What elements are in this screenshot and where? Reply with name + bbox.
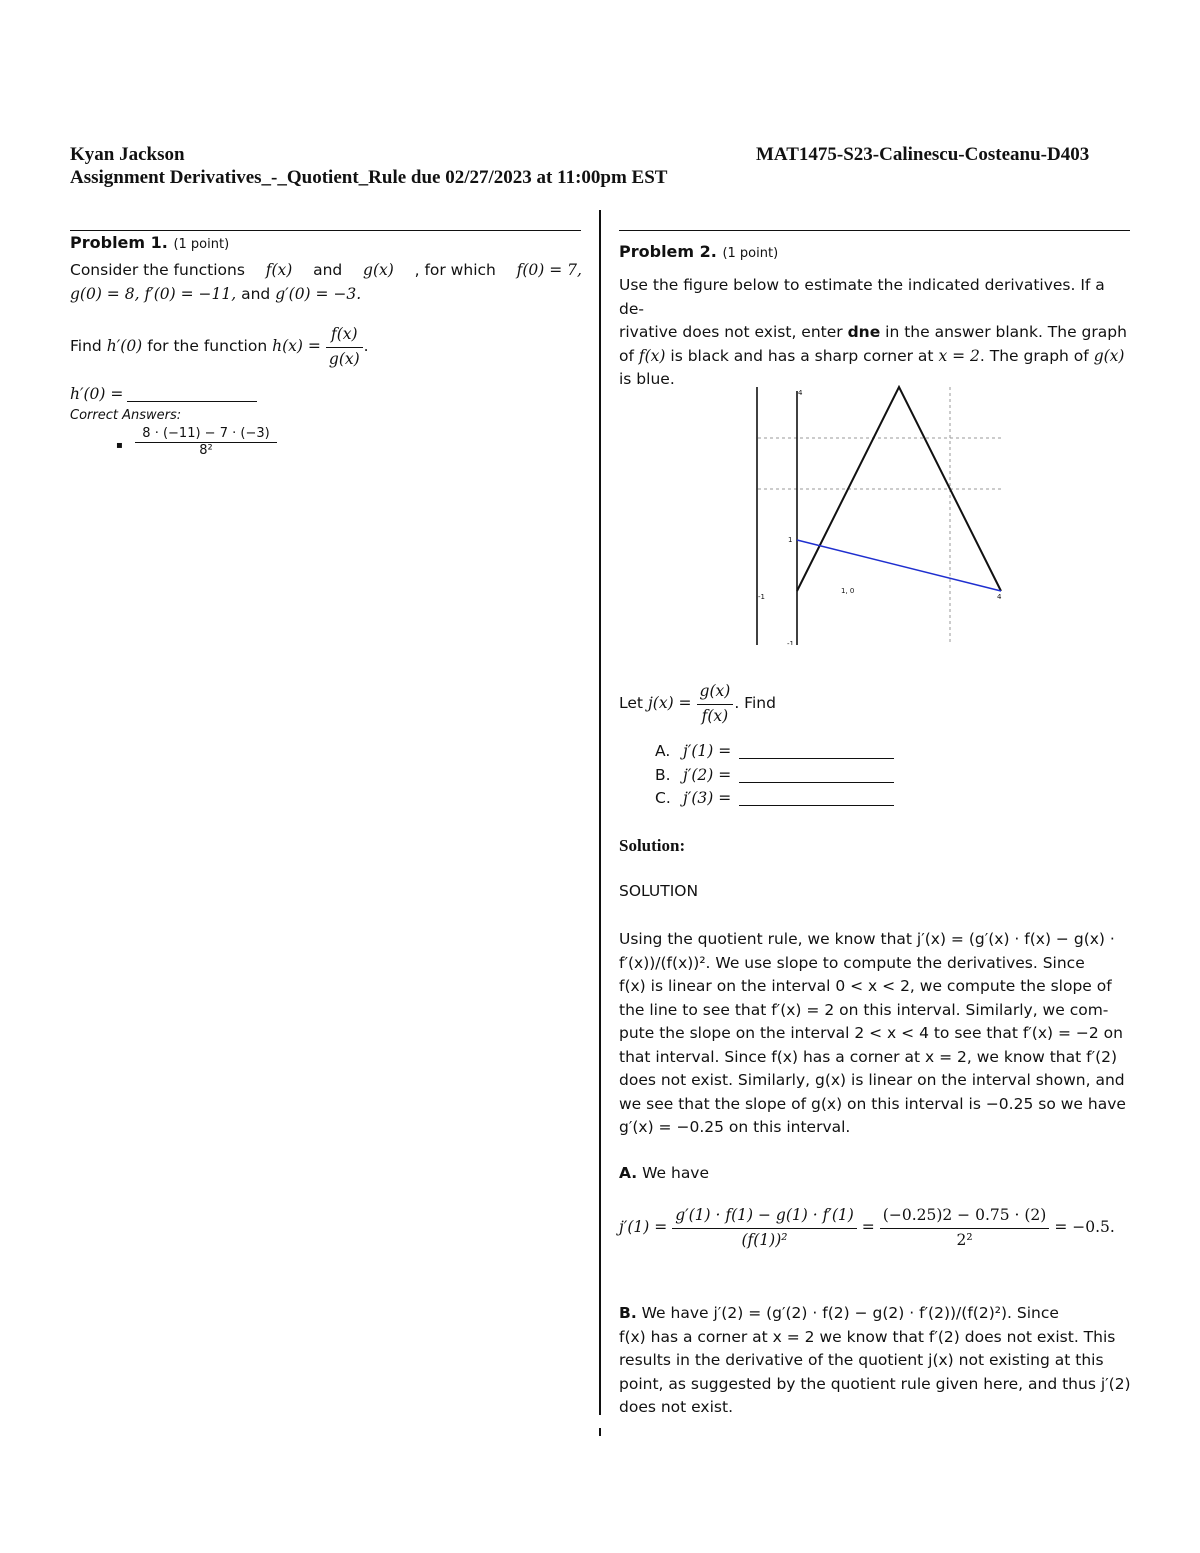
part-b-line: does not exist. [619,1398,733,1416]
part-b-line-text: We have j′(2) = (g′(2) · f(2) − g(2) · f′(2))/(f(2)²). Since [641,1304,1059,1322]
tick-label-y-mid: 1 [788,536,793,544]
sol-line: does not exist. Similarly, g(x) is linear on the interval shown, and [619,1071,1125,1089]
part-b-expr: j′(2) = [683,765,732,784]
p2-j-num: g(x) [697,680,734,705]
problem2-top-rule [619,230,1130,231]
correct-answers-label: Correct Answers: [70,408,182,423]
p1-fp0: f′(0) = −11, [144,285,237,303]
p1-gp0: g′(0) = −3. [275,285,362,303]
p1-h-fraction [326,323,363,371]
correct-answer-den: 8² [199,443,213,458]
problem2-points: (1 point) [722,246,779,261]
p2-intro-3c: . The graph of [979,346,1089,365]
p2-intro-line3 [619,345,1131,369]
graph-axes [757,387,797,645]
problem1-statement-line2 [70,283,361,307]
eq-frac1-num: g′(1) · f(1) − g(1) · f′(1) [672,1204,857,1229]
p2-intro-3a: of [619,346,634,365]
part-a-sol-label: A. [619,1164,638,1182]
problem1-top-rule [70,230,581,231]
part-b-sol-label: B. [619,1304,637,1322]
sol-line: Using the quotient rule, we know that j′(x) = (g′(x) · f(x) − g(x) · [619,930,1115,948]
part-a-expr: j′(1) = [683,742,732,760]
p2-intro-line4: is blue. [619,370,675,388]
p1-h-den: g(x) [328,349,360,368]
p2-let: Let [619,694,643,713]
p2-intro-dne: dne [847,323,881,341]
p1-period: . [363,337,369,356]
p2-intro-2a: rivative does not exist, enter [619,323,843,341]
solution-body [619,928,1134,1140]
p2-intro-x2: x = 2 [938,346,980,365]
column-divider [599,210,601,1415]
p1-and: and [313,261,343,279]
p1-consider: Consider the functions [70,261,245,279]
sol-line: f(x) is linear on the interval 0 < x < 2, we compute the slope of [619,977,1112,995]
point-label: 1, 0 [841,587,855,595]
problem1-title [70,233,229,252]
page-tick [599,1428,601,1436]
part-c-blank[interactable] [739,791,894,806]
tick-label-y-top: 4 [798,389,803,397]
part-c-expr: j′(3) = [683,789,732,807]
p1-f0: f(0) = 7, [516,261,582,279]
part-a-sol-text: We have [642,1164,710,1182]
p1-and2: and [241,285,271,303]
student-name: Kyan Jackson [70,144,185,165]
part-c-letter: C. [655,789,671,807]
solution-label: Solution: [619,836,686,855]
part-b-solution [619,1302,1134,1420]
part-c-row [655,787,894,811]
p2-j-def: j(x) = [647,694,692,713]
problem2-parts [655,740,894,811]
part-b-line: f(x) has a corner at x = 2 we know that f′(2) does not exist. This [619,1327,1116,1346]
tick-label-y-bottom: -1 [787,640,794,645]
p1-g0: g(0) = 8, [70,285,140,303]
problem1-answer-row [70,383,257,407]
p2-intro-f: f(x) [638,346,666,365]
eq-frac2-den: 2² [956,1230,973,1249]
problem1-statement-line1 [70,259,582,283]
p2-j-den: f(x) [701,706,729,725]
p1-answer-blank[interactable] [127,387,257,402]
p1-for-function: for the function [147,337,268,356]
sol-line: the line to see that f′(x) = 2 on this interval. Similarly, we com- [619,1000,1109,1019]
part-b-blank[interactable] [739,768,894,783]
sol-line: pute the slope on the interval 2 < x < 4 to see that f′(x) = −2 on [619,1024,1123,1042]
sol-line: we see that the slope of g(x) on this interval is −0.25 so we have [619,1094,1126,1113]
correct-answer-num: 8 · (−11) − 7 · (−3) [135,426,277,443]
part-b-letter: B. [655,765,671,784]
solution-heading: SOLUTION [619,882,699,900]
part-a-letter: A. [655,742,671,760]
p2-intro-g: g(x) [1093,346,1125,365]
problem2-title [619,242,778,261]
tick-label-x-left: -1 [758,593,765,601]
part-a-solution-intro [619,1162,709,1186]
problem2-let-line [619,680,776,728]
p1-for-which: , for which [414,261,496,279]
problem1-points: (1 point) [173,237,230,252]
part-b-line [619,1302,1134,1326]
p1-g-func: g(x) [363,261,394,279]
part-a-blank[interactable] [739,744,894,759]
problem1-find-line [70,323,369,371]
sol-line: f′(x))/(f(x))². We use slope to compute the derivatives. Since [619,953,1085,972]
p2-intro-line1: Use the figure below to estimate the indicated derivatives. If a de- [619,276,1105,318]
problem2-intro [619,274,1131,392]
assignment-title: Assignment Derivatives_-_Quotient_Rule due 02/27/2023 at 11:00pm EST [70,167,668,188]
eq-frac2-num: (−0.25)2 − 0.75 · (2) [880,1204,1050,1229]
p1-h-def: h(x) = [272,337,321,356]
part-b-line: results in the derivative of the quotient j(x) not existing at this [619,1351,1104,1369]
eq-equals: = [861,1218,875,1237]
eq-frac2 [880,1204,1050,1252]
part-b-row [655,764,894,788]
p2-j-fraction [697,680,734,728]
eq-frac1 [672,1204,857,1252]
p1-hp0: h′(0) [106,337,143,356]
part-b-line: point, as suggested by the quotient rule given here, and thus j′(2) [619,1374,1131,1393]
eq-result: = −0.5. [1054,1218,1115,1237]
p1-f-func: f(x) [265,261,293,279]
p1-find: Find [70,337,102,356]
tick-label-x-right: 4 [997,593,1002,601]
p2-intro-line2 [619,321,1131,345]
course-code: MAT1475-S23-Calinescu-Costeanu-D403 [756,144,1090,165]
sol-line: that interval. Since f(x) has a corner at x = 2, we know that f′(2) [619,1047,1118,1066]
p1-answer-label: h′(0) = [70,385,124,403]
problem1-number: Problem 1. [70,233,168,252]
correct-answer-bullet: ▪ [116,440,123,451]
p2-find: . Find [734,694,776,713]
sol-line: g′(x) = −0.25 on this interval. [619,1118,851,1136]
eq-frac1-den: (f(1))² [741,1230,788,1249]
g-series-line [797,540,1001,591]
p2-intro-3b: is black and has a sharp corner at [670,346,934,365]
graph-labels [758,389,1002,645]
p1-h-num: f(x) [326,323,363,348]
problem2-number: Problem 2. [619,242,717,261]
eq-lhs: j′(1) = [619,1218,668,1237]
derivative-graph [735,385,1010,645]
correct-answer-fraction [135,426,277,458]
part-a-row [655,740,894,764]
part-a-equation [619,1204,1115,1252]
p2-intro-2b: in the answer blank. The graph [885,323,1127,341]
